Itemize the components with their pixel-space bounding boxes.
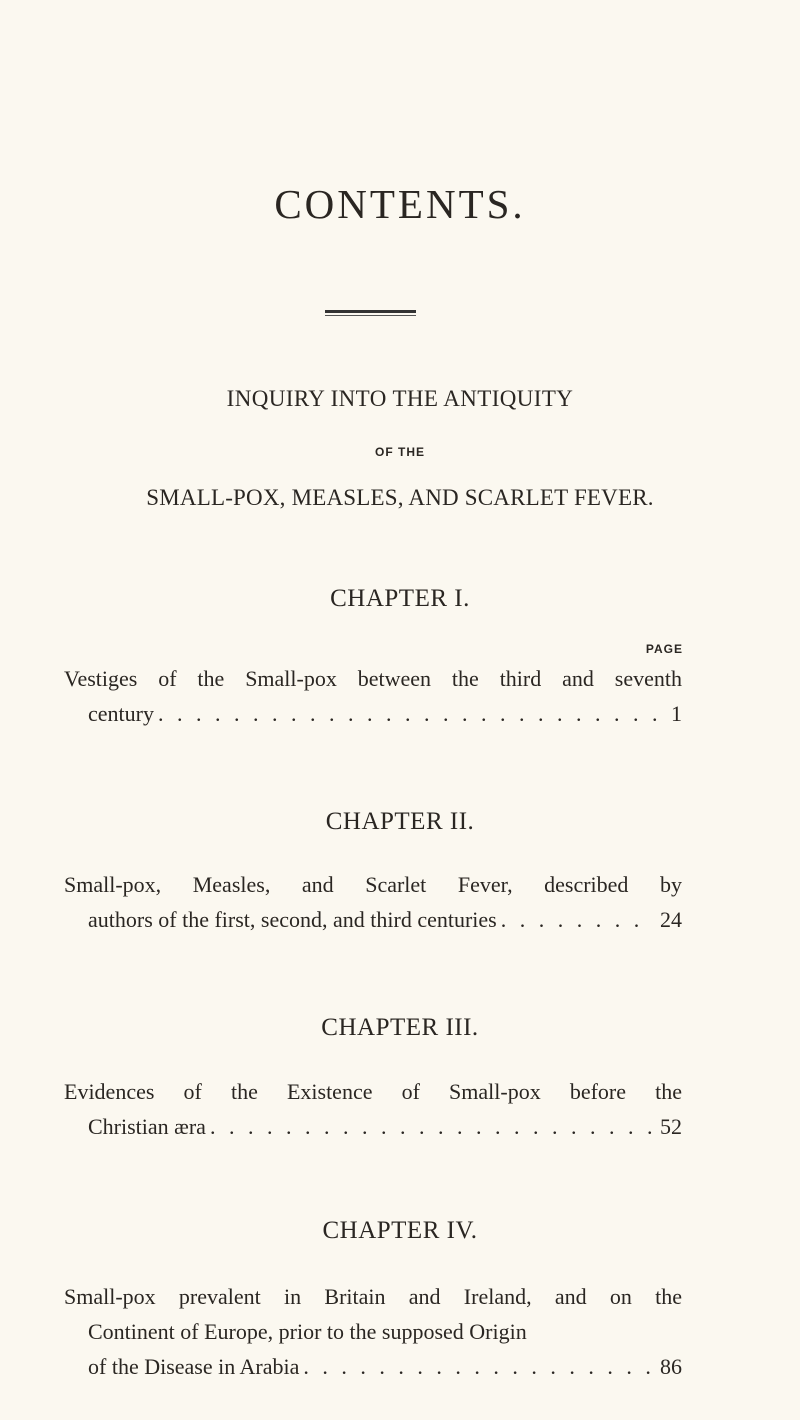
chapter-2-last-text: authors of the first, second, and third centuries (88, 907, 497, 932)
chapter-2-line-last (64, 902, 682, 937)
chapter-1-line-last (64, 696, 682, 731)
chapter-4-entry (64, 1279, 682, 1384)
title-rule (325, 310, 416, 313)
chapter-3-heading: CHAPTER III. (321, 1014, 479, 1041)
chapter-3-last-text: Christian æra (88, 1114, 206, 1139)
chapter-3-entry (64, 1074, 682, 1144)
chapter-4-page-number: 86 (660, 1354, 682, 1379)
chapter-1-line-1: Vestiges of the Small-pox between the third and seventh (64, 666, 682, 691)
page-title: CONTENTS. (274, 181, 526, 227)
chapter-4-line-1: Small-pox prevalent in Britain and Ireland, and on the (64, 1284, 682, 1309)
chapter-2-entry (64, 867, 682, 937)
chapter-1-page-number: 1 (671, 701, 682, 726)
chapter-4-heading: CHAPTER IV. (322, 1217, 478, 1244)
chapter-3-page-number: 52 (660, 1114, 682, 1139)
chapter-4-line-last (64, 1349, 682, 1384)
chapter-1-heading: CHAPTER I. (330, 585, 470, 612)
chapter-1-last-text: century (88, 701, 154, 726)
chapter-4-line-2: Continent of Europe, prior to the supposed Origin (88, 1319, 527, 1344)
dot-leaders (303, 1349, 654, 1384)
chapter-4-last-text: of the Disease in Arabia (88, 1354, 300, 1379)
chapter-2-page-number: 24 (660, 907, 682, 932)
book-heading-line-2: OF THE (375, 445, 425, 459)
dot-leaders (158, 696, 665, 731)
chapter-3-line-last (64, 1109, 682, 1144)
chapter-2-heading: CHAPTER II. (325, 808, 475, 835)
chapter-1-entry (64, 661, 682, 731)
chapter-2-line-1: Small-pox, Measles, and Scarlet Fever, described by (64, 872, 682, 897)
page-column-label: PAGE (645, 642, 683, 656)
chapter-3-line-1: Evidences of the Existence of Small-pox before the (64, 1079, 682, 1104)
book-heading-line-1: INQUIRY INTO THE ANTIQUITY (226, 386, 574, 411)
dot-leaders (210, 1109, 654, 1144)
dot-leaders (501, 902, 654, 937)
book-heading-line-3: SMALL-POX, MEASLES, AND SCARLET FEVER. (146, 485, 654, 510)
